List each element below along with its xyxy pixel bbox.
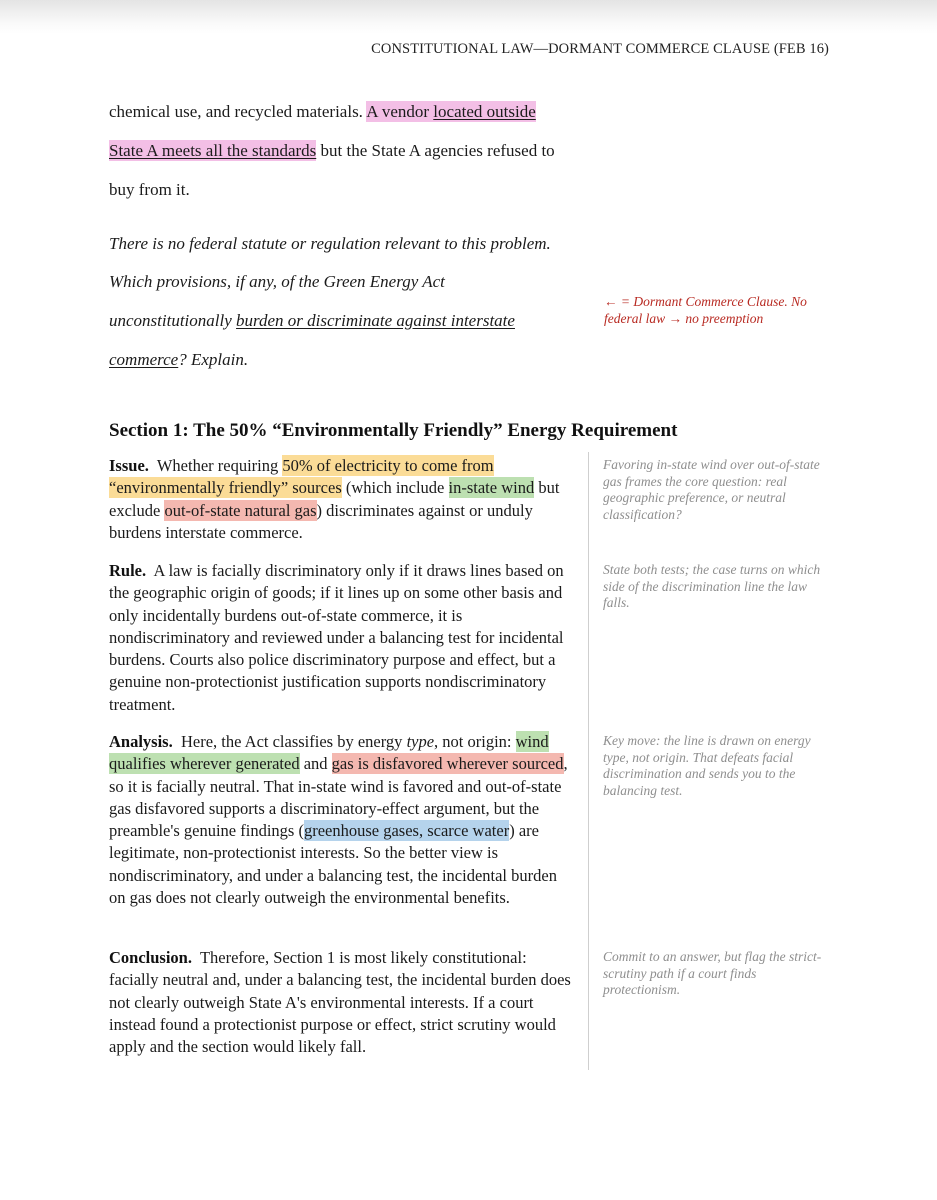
highlight-green: in-state wind [448,478,535,498]
question-underlined: commerce [109,350,179,369]
margin-note-rule: State both tests; the case turns on which side of the discrimination line the law falls. [603,562,821,610]
highlight-green: wind qualifies wherever generated [109,732,549,774]
rule-paragraph [109,560,573,716]
question-line-2: Which provisions, if any, of the Green Energy Act [109,272,445,291]
issue-paragraph [109,455,573,544]
intro-text: chemical use, and recycled materials. [109,102,367,121]
section-heading: Section 1: The 50% “Environmentally Friendly” Energy Requirement [109,420,678,441]
issue-text: (which include [341,478,449,498]
margin-note-analysis: Key move: the line is drawn on energy type, not origin. That defeats facial discrimination and sends you to the balancing test. [603,733,811,798]
question-line-3 [109,301,515,340]
highlight-red: out-of-state natural gas [164,500,317,520]
analysis-text: Here, the Act classifies by energy [180,732,407,751]
issue-text: ) discriminates against or unduly burdens interstate commerce. [109,500,533,542]
conclusion-paragraph [109,947,573,1058]
question-text: unconstitutionally [109,311,237,330]
analysis-text: , not origin: [434,732,516,751]
question-line-1: There is no federal statute or regulation relevant to this problem. [109,234,551,253]
highlight-pink [366,101,536,122]
margin-divider [588,452,589,1070]
intro-line-3: buy from it. [109,180,190,199]
question-text: ? Explain. [178,350,249,369]
running-head: CONSTITUTIONAL LAW—DORMANT COMMERCE CLAUSE (FEB 16) [371,41,829,57]
analysis-label: Analysis. [109,732,173,751]
issue-label: Issue. [109,456,149,475]
analysis-emphasis: type [406,732,435,751]
highlight-yellow: 50% of electricity to come from “environmentally friendly” sources [109,456,494,498]
highlight-red: gas is disfavored wherever sourced [331,754,564,774]
page-top-shadow [0,0,937,34]
question-line-4 [109,340,248,379]
dormant-commerce-annotation: ← = Dormant Commerce Clause. No federal law → no preemption [604,294,807,326]
issue-text: Whether requiring [156,456,283,475]
intro-highlight: A vendor [366,102,434,121]
highlight-blue: greenhouse gases, scarce water [303,821,510,841]
intro-line-2 [109,131,555,170]
issue-text: but exclude [109,478,560,520]
conclusion-text: Therefore, Section 1 is most likely constitutional: facially neutral and, under a balancing test, the incidental burden does not clearly outweigh State A's environmental interests. If a court instead found a protectionist purpose or effect, strict scrutiny would apply and the section would likely fall. [109,948,571,1057]
analysis-text: and [299,754,332,774]
margin-note-conclusion: Commit to an answer, but flag the strict-scrutiny path if a court finds protectionism. [603,949,822,997]
question-underlined: burden or discriminate against interstate [236,311,515,330]
analysis-text: ) are legitimate, non-protectionist interests. So the better view is nondiscriminatory, and under a balancing test, the incidental burden on gas does not clearly outweigh the environmental benefits. [109,821,557,908]
intro-highlight-underlined: located outside [433,102,536,121]
rule-label: Rule. [109,561,147,580]
analysis-text: , so it is facially neutral. That in-state wind is favored and out-of-state gas disfavored supports a discriminatory-effect argument, but the preamble's genuine findings ( [109,754,568,841]
intro-text: but the State A agencies refused to [316,141,555,160]
conclusion-label: Conclusion. [109,948,192,967]
analysis-paragraph [109,731,573,909]
highlight-pink-underlined: State A meets all the standards [109,141,317,160]
margin-note-issue: Favoring in-state wind over out-of-state gas frames the core question: real geographic preference, or neutral classification? [603,457,820,522]
rule-text: A law is facially discriminatory only if it draws lines based on the geographic origin of goods; if it lines up on some other basis and only incidentally burdens out-of-state commerce, it is nondiscriminatory and reviewed under a balancing test for incidental burdens. Courts also police discriminatory purpose and effect, but a genuine non-protectionist justification supports nondiscriminatory treatment. [109,561,564,714]
intro-line-1 [109,92,536,131]
